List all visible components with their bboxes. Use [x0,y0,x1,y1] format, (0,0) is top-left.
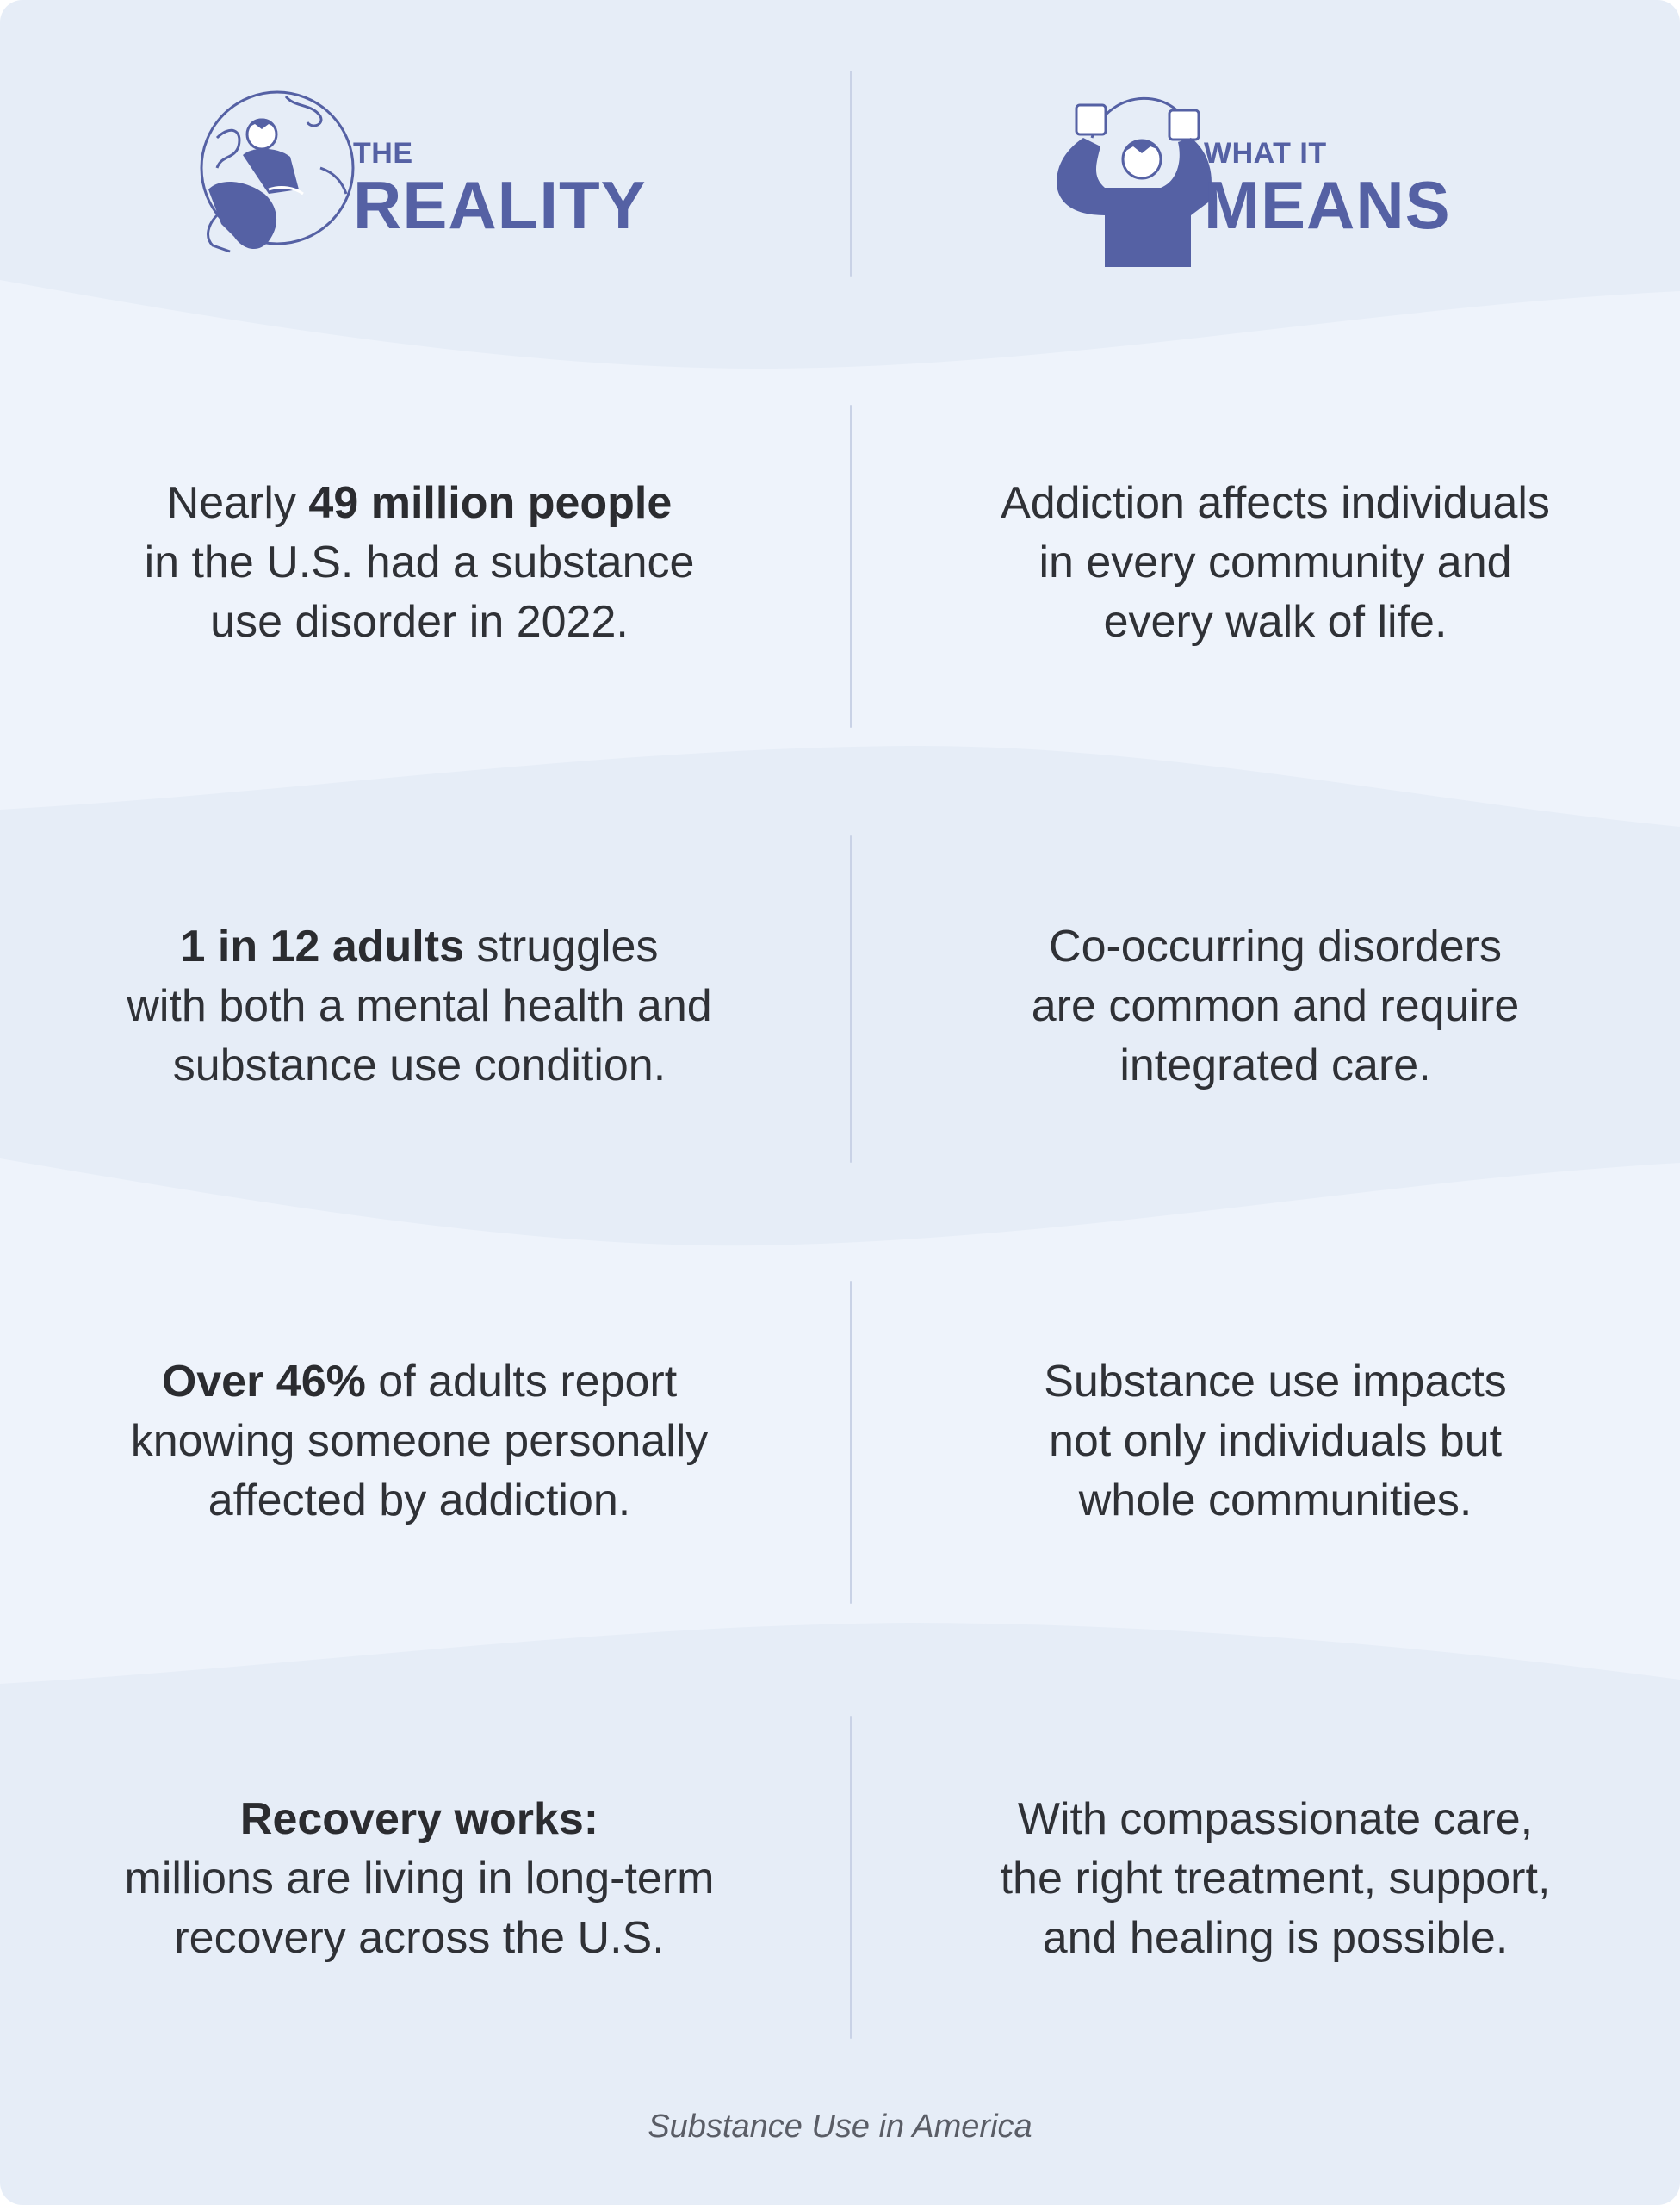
means-title: MEANS [1204,167,1451,243]
reality-cell-4 [32,1790,807,1968]
reality-cell-3 [32,1352,807,1531]
means-4-line1: With compassionate care, [1017,1794,1534,1844]
reality-3-line2: knowing someone personally [130,1416,709,1466]
means-1-line3: every walk of life. [1103,597,1448,647]
reality-3-post: of adults report [365,1357,678,1407]
row-divider-2 [850,835,852,1163]
row-divider-3 [850,1281,852,1604]
row-divider-1 [850,405,852,728]
reality-3-line3: affected by addiction. [208,1475,631,1525]
reality-eyebrow: THE [353,137,413,170]
reality-1-line2: in the U.S. had a substance [144,537,695,587]
means-cell-4 [888,1790,1663,1968]
reality-cell-1 [32,474,807,652]
means-cell-3 [888,1352,1663,1531]
reality-2-post: struggles [464,922,659,972]
means-3-line3: whole communities. [1078,1475,1472,1525]
means-2-line3: integrated care. [1119,1040,1431,1090]
header-means [851,86,1680,284]
reality-4-bold: Recovery works: [239,1794,599,1844]
footer-caption: Substance Use in America [648,2109,1032,2145]
means-2-line1: Co-occurring disorders [1049,922,1502,972]
means-cell-2 [888,917,1663,1096]
means-4-line2: the right treatment, support, [1000,1854,1551,1904]
means-4-line3: and healing is possible. [1042,1913,1509,1963]
reality-2-line3: substance use condition. [172,1040,666,1090]
means-3-line2: not only individuals but [1048,1416,1503,1466]
row-divider-4 [850,1716,852,2039]
means-1-line2: in every community and [1038,537,1512,587]
reality-4-line2: millions are living in long-term [124,1854,715,1904]
reality-1-pre: Nearly [166,478,309,528]
person-globe-icon [183,86,363,267]
reality-title: REALITY [353,167,647,243]
reality-2-line2: with both a mental health and [127,981,712,1031]
means-1-line1: Addiction affects individuals [1001,478,1550,528]
reality-1-line3: use disorder in 2022. [210,597,629,647]
means-eyebrow: WHAT IT [1204,137,1327,170]
reality-cell-2 [32,917,807,1096]
means-3-line1: Substance use impacts [1044,1357,1507,1407]
person-puzzle-icon [1040,86,1221,267]
reality-1-bold: 49 million people [308,478,673,528]
header-reality [0,86,840,284]
reality-3-bold: Over 46% [161,1357,366,1407]
means-cell-1 [888,474,1663,652]
means-2-line2: are common and require [1031,981,1520,1031]
reality-4-line3: recovery across the U.S. [174,1913,665,1963]
reality-2-bold: 1 in 12 adults [180,922,464,972]
